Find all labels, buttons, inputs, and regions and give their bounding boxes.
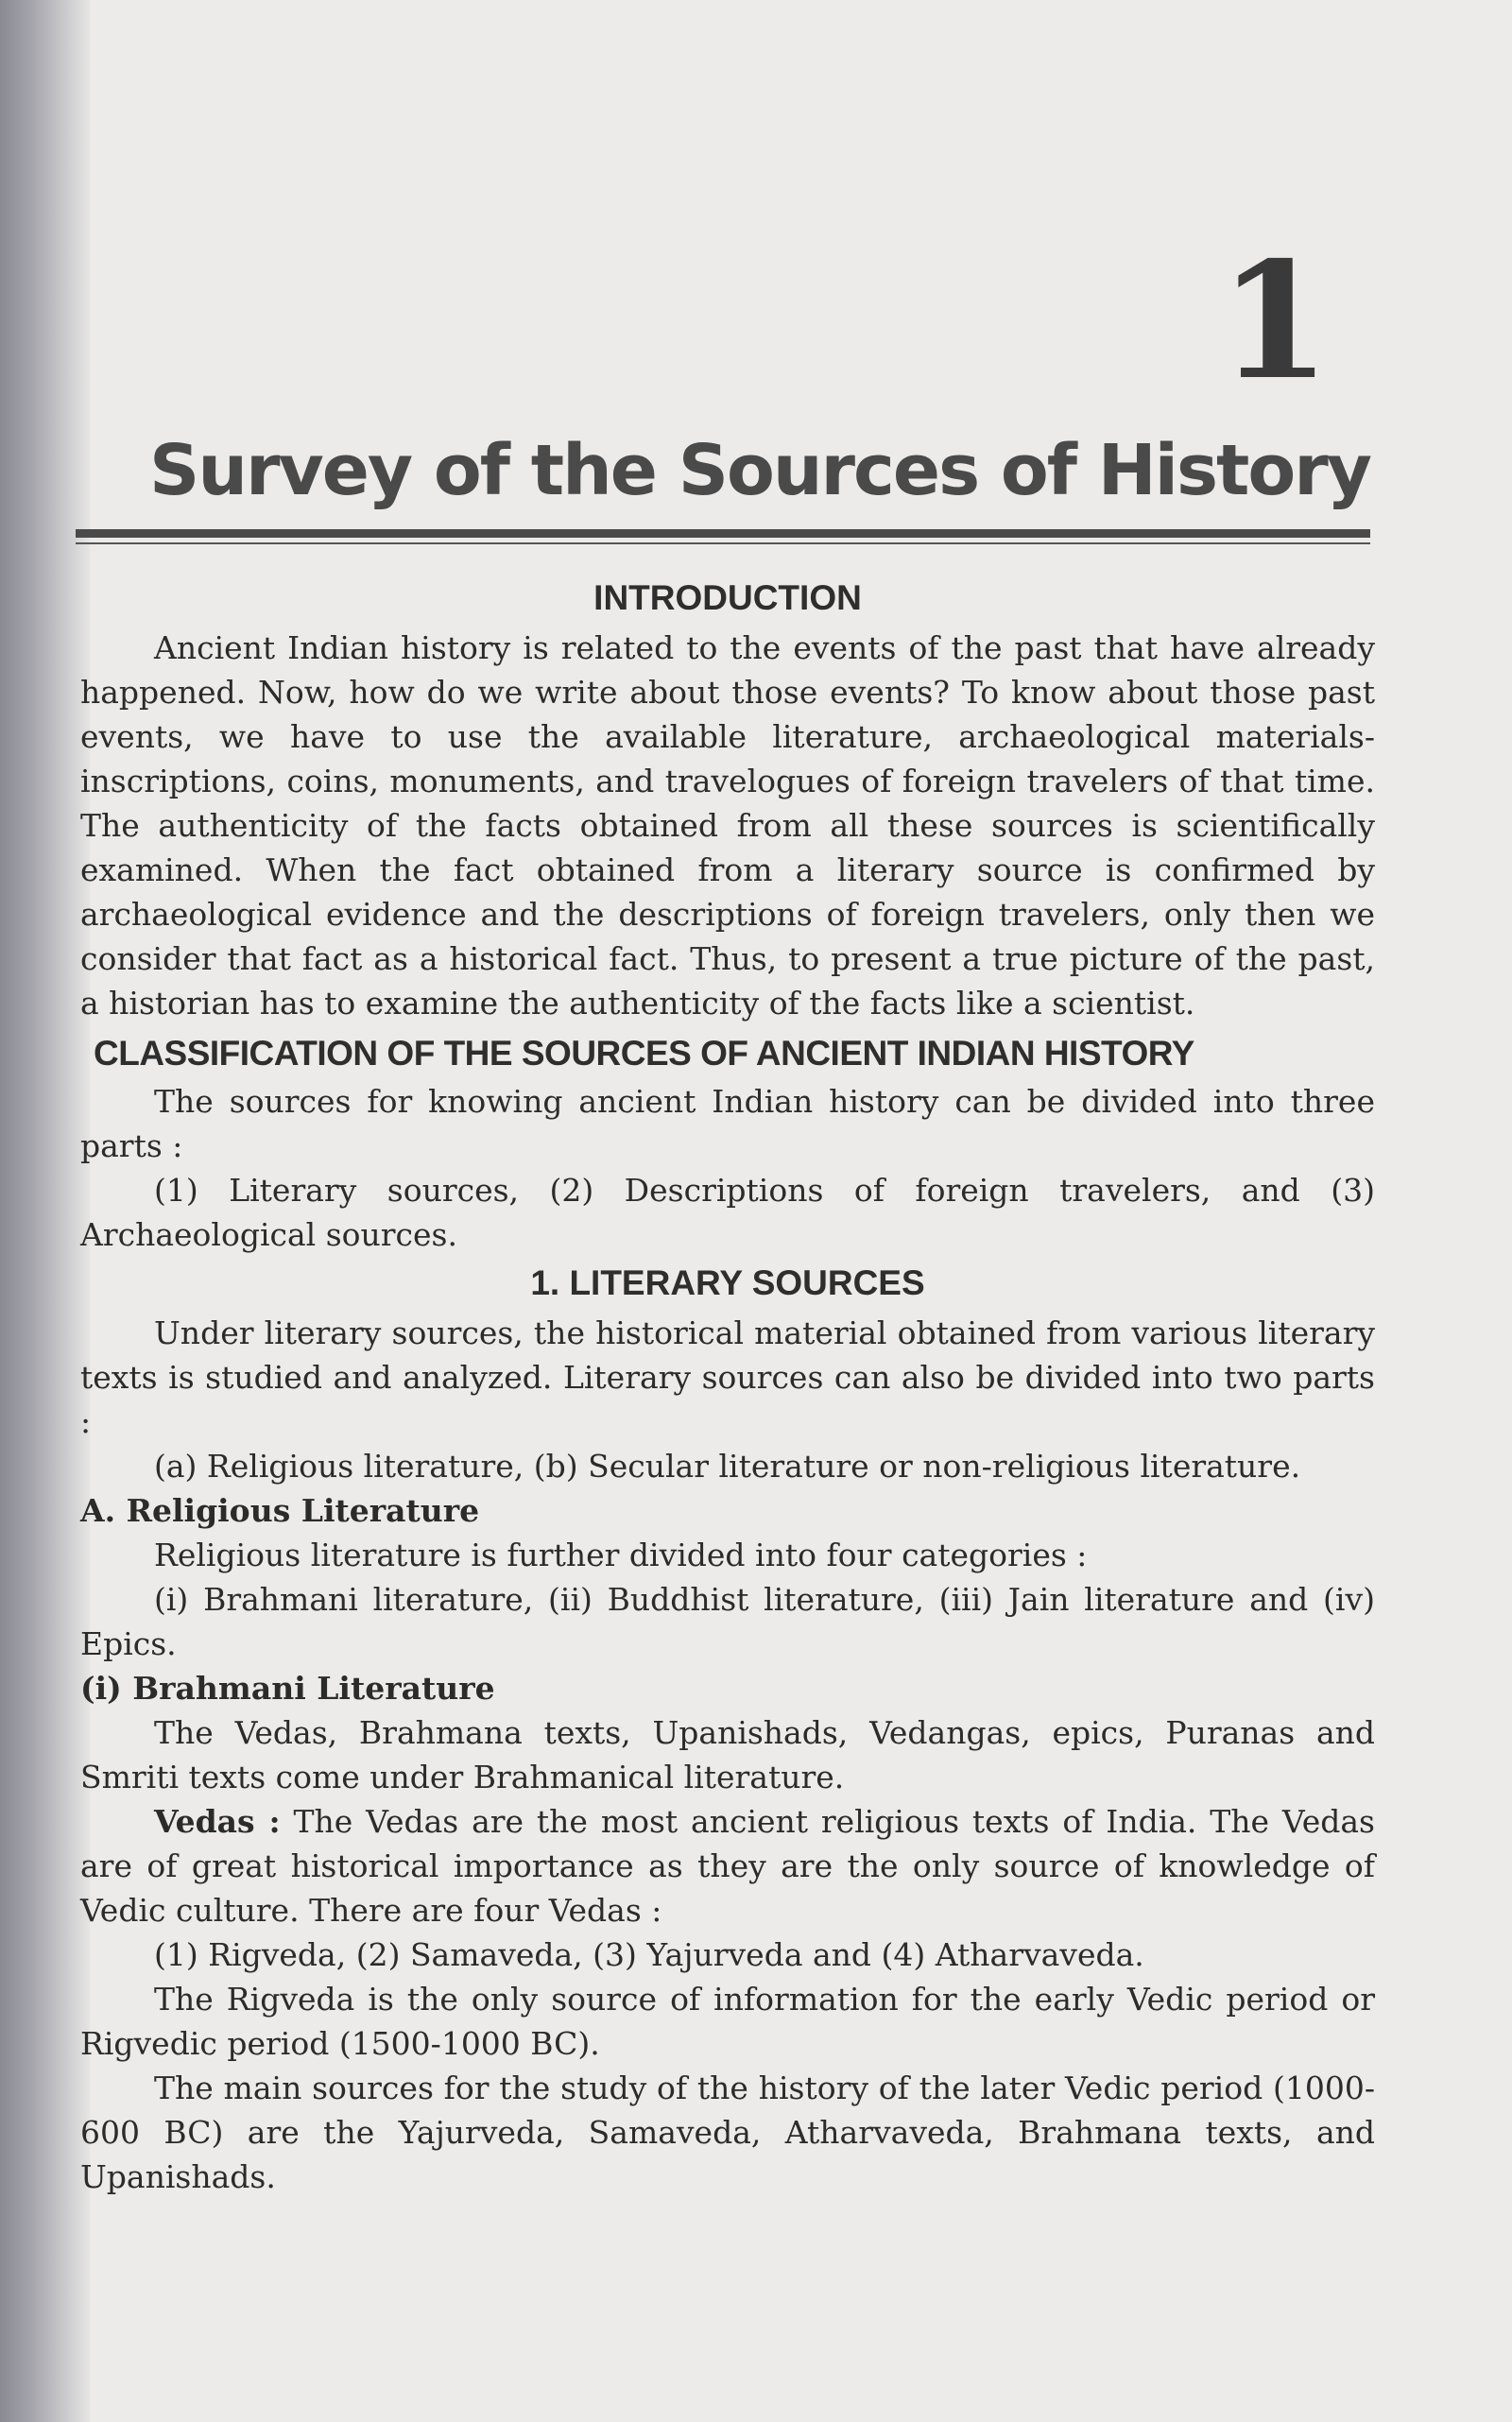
- literary-sources-paragraph: Under literary sources, the historical material obtained from various literary texts is studied and analyzed. Literary sources can also be divided into two parts :: [80, 1314, 1375, 1440]
- chapter-title: Survey of the Sources of History: [149, 430, 1370, 511]
- classification-list: (1) Literary sources, (2) Descriptions of foreign travelers, and (3) Archaeological sources.: [80, 1172, 1375, 1253]
- literary-sources-list: (a) Religious literature, (b) Secular literature or non-religious literature.: [154, 1448, 1301, 1485]
- vedas-list: (1) Rigveda, (2) Samaveda, (3) Yajurveda and (4) Atharvaveda.: [154, 1936, 1144, 1973]
- introduction-paragraph: Ancient Indian history is related to the events of the past that have already happened. Now, how do we write about those events? To know about those past events, we have to use the available literature, archaeological materials-inscriptions, coins, monuments, and travelogues of foreign travelers of that time. The authenticity of the facts obtained from all these sources is scientifically examined. When the fact obtained from a literary source is confirmed by archaeological evidence and the descriptions of foreign travelers, only then we consider that fact as a historical fact. Thus, to present a true picture of the past, a historian has to examine the authenticity of the facts like a scientist.: [80, 629, 1375, 1022]
- title-divider-thin: [76, 542, 1370, 544]
- literary-sources-heading: 1. LITERARY SOURCES: [530, 1263, 925, 1302]
- later-vedic-paragraph: The main sources for the study of the history of the later Vedic period (1000-600 BC) are the Yajurveda, Samaveda, Atharvaveda, Brahmana texts, and Upanishads.: [80, 2070, 1375, 2195]
- classification-heading: CLASSIFICATION OF THE SOURCES OF ANCIENT INDIAN HISTORY: [94, 1034, 1194, 1073]
- religious-literature-heading: A. Religious Literature: [80, 1492, 480, 1529]
- religious-literature-paragraph: Religious literature is further divided into four categories :: [154, 1537, 1088, 1573]
- vedas-label: Vedas :: [154, 1803, 281, 1840]
- page-content: [80, 572, 1375, 2199]
- vedas-text: The Vedas are the most ancient religious texts of India. The Vedas are of great historical importance as they are the only source of knowledge of Vedic culture. There are four Vedas :: [80, 1803, 1375, 1929]
- religious-literature-list: (i) Brahmani literature, (ii) Buddhist literature, (iii) Jain literature and (iv) Epics.: [80, 1581, 1375, 1662]
- brahmani-literature-heading: (i) Brahmani Literature: [80, 1670, 495, 1707]
- brahmani-literature-paragraph: The Vedas, Brahmana texts, Upanishads, Vedangas, epics, Puranas and Smriti texts come under Brahmanical literature.: [80, 1714, 1375, 1795]
- classification-paragraph: The sources for knowing ancient Indian history can be divided into three parts :: [80, 1083, 1375, 1164]
- vedas-paragraph: [80, 1799, 1375, 1932]
- title-divider-thick: [76, 529, 1370, 538]
- introduction-heading: INTRODUCTION: [593, 578, 862, 617]
- rigveda-paragraph: The Rigveda is the only source of information for the early Vedic period or Rigvedic period (1500-1000 BC).: [80, 1981, 1375, 2062]
- chapter-number: 1: [1218, 227, 1331, 416]
